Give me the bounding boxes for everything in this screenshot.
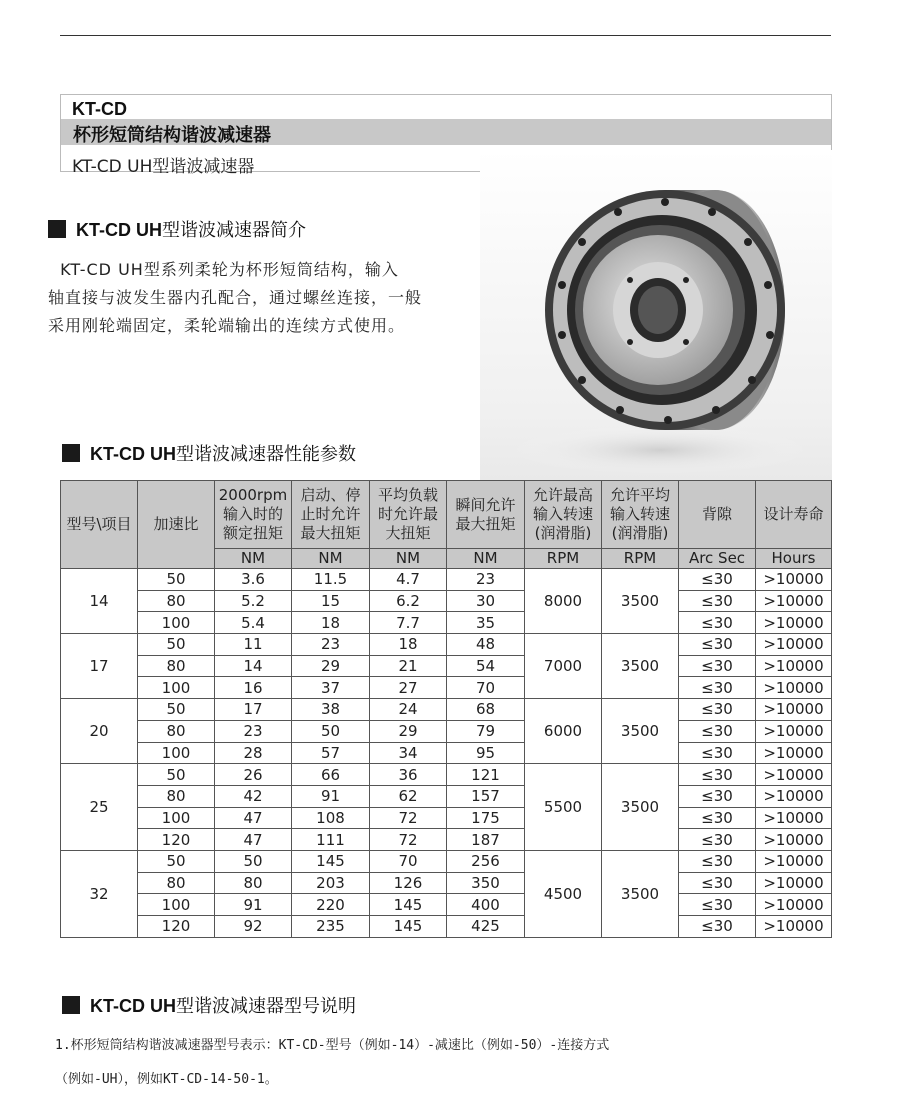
- design-life-cell: >10000: [756, 699, 832, 721]
- table-header-line: 2000rpm: [218, 486, 288, 504]
- table-header-cell: [138, 481, 215, 569]
- momentary-torque-cell: 23: [447, 569, 525, 591]
- momentary-torque-cell: 79: [447, 720, 525, 742]
- model-cell: 17: [61, 634, 138, 699]
- table-header-cell: [756, 481, 832, 549]
- table-row: [61, 742, 832, 764]
- momentary-torque-cell: 187: [447, 829, 525, 851]
- momentary-torque-cell: 35: [447, 612, 525, 634]
- rated-torque-cell: 50: [215, 850, 292, 872]
- backlash-cell: ≤30: [679, 807, 756, 829]
- table-header-line: (润滑脂): [534, 524, 592, 542]
- start-stop-torque-cell: 38: [292, 699, 370, 721]
- intro-line: 采用刚轮端固定，柔轮端输出的连续方式使用。: [48, 316, 406, 335]
- table-header-line: 允许最高: [532, 486, 593, 504]
- table-header-cell: [215, 481, 292, 549]
- average-load-torque-cell: 29: [370, 720, 447, 742]
- ratio-cell: 80: [138, 590, 215, 612]
- intro-heading-code: KT-CD UH: [76, 220, 162, 240]
- max-input-speed-cell: 5500: [525, 764, 602, 851]
- model-cell: 14: [61, 569, 138, 634]
- table-header-line: 最大扭矩: [300, 524, 361, 542]
- momentary-torque-cell: 30: [447, 590, 525, 612]
- model-cell: 32: [61, 850, 138, 937]
- header-subtitle: KT-CD UH型谐波减速器: [72, 157, 255, 177]
- table-header-line: 平均负载: [377, 486, 438, 504]
- table-row: [61, 872, 832, 894]
- backlash-cell: ≤30: [679, 764, 756, 786]
- backlash-cell: ≤30: [679, 720, 756, 742]
- table-header-cell: [602, 481, 679, 549]
- design-life-cell: >10000: [756, 807, 832, 829]
- performance-table: [60, 480, 832, 938]
- start-stop-torque-cell: 66: [292, 764, 370, 786]
- header-band-title: 杯形短筒结构谐波减速器: [73, 125, 271, 146]
- backlash-cell: ≤30: [679, 829, 756, 851]
- table-header-line: 输入转速: [609, 505, 670, 523]
- intro-text: [48, 256, 473, 340]
- momentary-torque-cell: 157: [447, 785, 525, 807]
- ratio-cell: 80: [138, 785, 215, 807]
- average-load-torque-cell: 72: [370, 829, 447, 851]
- design-life-cell: >10000: [756, 785, 832, 807]
- model-code-line-2: （例如-UH），例如KT-CD-14-50-1。: [55, 1072, 278, 1087]
- rated-torque-cell: 17: [215, 699, 292, 721]
- start-stop-torque-cell: 145: [292, 850, 370, 872]
- ratio-cell: 50: [138, 764, 215, 786]
- table-header-line: (润滑脂): [611, 524, 669, 542]
- design-life-cell: >10000: [756, 655, 832, 677]
- table-header-line: 额定扭矩: [222, 524, 283, 542]
- start-stop-torque-cell: 18: [292, 612, 370, 634]
- table-row: [61, 590, 832, 612]
- product-photo: [480, 150, 832, 480]
- design-life-cell: >10000: [756, 590, 832, 612]
- section-square-icon: [62, 996, 80, 1014]
- rated-torque-cell: 23: [215, 720, 292, 742]
- ratio-cell: 80: [138, 872, 215, 894]
- table-header-cell: [679, 481, 756, 549]
- start-stop-torque-cell: 91: [292, 785, 370, 807]
- table-header-line: 设计寿命: [763, 505, 824, 523]
- backlash-cell: ≤30: [679, 916, 756, 938]
- rated-torque-cell: 42: [215, 785, 292, 807]
- ratio-cell: 50: [138, 569, 215, 591]
- backlash-cell: ≤30: [679, 872, 756, 894]
- momentary-torque-cell: 425: [447, 916, 525, 938]
- rated-torque-cell: 47: [215, 807, 292, 829]
- backlash-cell: ≤30: [679, 590, 756, 612]
- table-unit-cell: NM: [370, 549, 447, 569]
- ratio-cell: 100: [138, 677, 215, 699]
- ratio-cell: 120: [138, 829, 215, 851]
- backlash-cell: ≤30: [679, 677, 756, 699]
- design-life-cell: >10000: [756, 569, 832, 591]
- avg-input-speed-cell: 3500: [602, 569, 679, 634]
- average-load-torque-cell: 34: [370, 742, 447, 764]
- ratio-cell: 120: [138, 916, 215, 938]
- average-load-torque-cell: 126: [370, 872, 447, 894]
- rated-torque-cell: 80: [215, 872, 292, 894]
- rated-torque-cell: 14: [215, 655, 292, 677]
- start-stop-torque-cell: 23: [292, 634, 370, 656]
- rated-torque-cell: 11: [215, 634, 292, 656]
- model-cell: 20: [61, 699, 138, 764]
- table-row: [61, 850, 832, 872]
- average-load-torque-cell: 18: [370, 634, 447, 656]
- table-header-cell: [447, 481, 525, 549]
- table-unit-cell: NM: [447, 549, 525, 569]
- ratio-cell: 100: [138, 742, 215, 764]
- momentary-torque-cell: 350: [447, 872, 525, 894]
- start-stop-torque-cell: 11.5: [292, 569, 370, 591]
- avg-input-speed-cell: 3500: [602, 850, 679, 937]
- harmonic-reducer-photo-icon: [480, 150, 832, 480]
- ratio-cell: 100: [138, 894, 215, 916]
- table-row: [61, 569, 832, 591]
- momentary-torque-cell: 70: [447, 677, 525, 699]
- design-life-cell: >10000: [756, 634, 832, 656]
- table-header-cell: [292, 481, 370, 549]
- rated-torque-cell: 47: [215, 829, 292, 851]
- design-life-cell: >10000: [756, 829, 832, 851]
- table-row: [61, 807, 832, 829]
- rated-torque-cell: 3.6: [215, 569, 292, 591]
- rated-torque-cell: 26: [215, 764, 292, 786]
- momentary-torque-cell: 175: [447, 807, 525, 829]
- avg-input-speed-cell: 3500: [602, 764, 679, 851]
- table-header-line: 时允许最: [377, 505, 438, 523]
- backlash-cell: ≤30: [679, 894, 756, 916]
- table-unit-cell: NM: [215, 549, 292, 569]
- design-life-cell: >10000: [756, 612, 832, 634]
- average-load-torque-cell: 24: [370, 699, 447, 721]
- table-header-cell: [370, 481, 447, 549]
- ratio-cell: 80: [138, 720, 215, 742]
- model-code-heading-text: 型谐波减速器型号说明: [176, 996, 356, 1017]
- average-load-torque-cell: 6.2: [370, 590, 447, 612]
- table-unit-cell: RPM: [525, 549, 602, 569]
- average-load-torque-cell: 27: [370, 677, 447, 699]
- momentary-torque-cell: 256: [447, 850, 525, 872]
- table-row: [61, 916, 832, 938]
- average-load-torque-cell: 62: [370, 785, 447, 807]
- max-input-speed-cell: 4500: [525, 850, 602, 937]
- momentary-torque-cell: 54: [447, 655, 525, 677]
- table-unit-cell: NM: [292, 549, 370, 569]
- ratio-cell: 80: [138, 655, 215, 677]
- design-life-cell: >10000: [756, 916, 832, 938]
- avg-input-speed-cell: 3500: [602, 634, 679, 699]
- start-stop-torque-cell: 220: [292, 894, 370, 916]
- table-row: [61, 785, 832, 807]
- table-header-line: 背隙: [701, 505, 732, 523]
- backlash-cell: ≤30: [679, 569, 756, 591]
- avg-input-speed-cell: 3500: [602, 699, 679, 764]
- start-stop-torque-cell: 108: [292, 807, 370, 829]
- average-load-torque-cell: 145: [370, 916, 447, 938]
- table-unit-cell: RPM: [602, 549, 679, 569]
- rated-torque-cell: 92: [215, 916, 292, 938]
- design-life-cell: >10000: [756, 720, 832, 742]
- table-row: [61, 634, 832, 656]
- max-input-speed-cell: 8000: [525, 569, 602, 634]
- section-square-icon: [62, 444, 80, 462]
- design-life-cell: >10000: [756, 764, 832, 786]
- start-stop-torque-cell: 235: [292, 916, 370, 938]
- table-unit-cell: Arc Sec: [679, 549, 756, 569]
- ratio-cell: 50: [138, 634, 215, 656]
- header-code: KT-CD: [72, 99, 127, 119]
- performance-heading-code: KT-CD UH: [90, 444, 176, 464]
- design-life-cell: >10000: [756, 872, 832, 894]
- table-header-line: 瞬间允许: [455, 495, 516, 514]
- backlash-cell: ≤30: [679, 612, 756, 634]
- momentary-torque-cell: 95: [447, 742, 525, 764]
- intro-line: KT-CD UH型系列柔轮为杯形短筒结构，输入: [48, 260, 399, 279]
- table-row: [61, 655, 832, 677]
- table-row: [61, 699, 832, 721]
- backlash-cell: ≤30: [679, 850, 756, 872]
- table-header-line: 止时允许: [300, 505, 361, 523]
- backlash-cell: ≤30: [679, 655, 756, 677]
- start-stop-torque-cell: 29: [292, 655, 370, 677]
- performance-heading-text: 型谐波减速器性能参数: [176, 444, 356, 465]
- average-load-torque-cell: 36: [370, 764, 447, 786]
- table-header-line: 允许平均: [609, 486, 670, 504]
- table-unit-cell: Hours: [756, 549, 832, 569]
- intro-heading: [48, 216, 306, 242]
- table-header-line: 加速比: [153, 515, 199, 533]
- design-life-cell: >10000: [756, 742, 832, 764]
- section-square-icon: [48, 220, 66, 238]
- intro-heading-text: 型谐波减速器简介: [162, 220, 306, 241]
- table-row: [61, 829, 832, 851]
- max-input-speed-cell: 7000: [525, 634, 602, 699]
- model-cell: 25: [61, 764, 138, 851]
- backlash-cell: ≤30: [679, 634, 756, 656]
- model-code-heading-code: KT-CD UH: [90, 996, 176, 1016]
- table-row: [61, 677, 832, 699]
- average-load-torque-cell: 4.7: [370, 569, 447, 591]
- momentary-torque-cell: 121: [447, 764, 525, 786]
- backlash-cell: ≤30: [679, 785, 756, 807]
- rated-torque-cell: 5.4: [215, 612, 292, 634]
- start-stop-torque-cell: 111: [292, 829, 370, 851]
- ratio-cell: 50: [138, 699, 215, 721]
- table-header-line: 输入时的: [222, 505, 283, 523]
- rated-torque-cell: 5.2: [215, 590, 292, 612]
- intro-line: 轴直接与波发生器内孔配合，通过螺丝连接，一般: [48, 288, 423, 307]
- top-rule: [60, 35, 831, 36]
- start-stop-torque-cell: 15: [292, 590, 370, 612]
- design-life-cell: >10000: [756, 677, 832, 699]
- table-header-line: 最大扭矩: [455, 514, 516, 533]
- momentary-torque-cell: 68: [447, 699, 525, 721]
- max-input-speed-cell: 6000: [525, 699, 602, 764]
- ratio-cell: 50: [138, 850, 215, 872]
- average-load-torque-cell: 21: [370, 655, 447, 677]
- table-header-line: 大扭矩: [385, 524, 431, 542]
- start-stop-torque-cell: 57: [292, 742, 370, 764]
- average-load-torque-cell: 7.7: [370, 612, 447, 634]
- rated-torque-cell: 16: [215, 677, 292, 699]
- backlash-cell: ≤30: [679, 742, 756, 764]
- ratio-cell: 100: [138, 612, 215, 634]
- model-code-line-1: 1.杯形短筒结构谐波减速器型号表示：KT-CD-型号（例如-14）-减速比（例如-50）-连接方式: [55, 1038, 610, 1053]
- average-load-torque-cell: 70: [370, 850, 447, 872]
- table-row: [61, 612, 832, 634]
- design-life-cell: >10000: [756, 894, 832, 916]
- start-stop-torque-cell: 50: [292, 720, 370, 742]
- start-stop-torque-cell: 203: [292, 872, 370, 894]
- table-header-line: 输入转速: [532, 505, 593, 523]
- backlash-cell: ≤30: [679, 699, 756, 721]
- header-band: [61, 119, 831, 145]
- table-row: [61, 894, 832, 916]
- momentary-torque-cell: 400: [447, 894, 525, 916]
- start-stop-torque-cell: 37: [292, 677, 370, 699]
- rated-torque-cell: 91: [215, 894, 292, 916]
- average-load-torque-cell: 72: [370, 807, 447, 829]
- design-life-cell: >10000: [756, 850, 832, 872]
- table-header-cell: [525, 481, 602, 549]
- model-code-heading: [62, 992, 356, 1018]
- ratio-cell: 100: [138, 807, 215, 829]
- table-header-line: 启动、停: [300, 486, 361, 504]
- rated-torque-cell: 28: [215, 742, 292, 764]
- momentary-torque-cell: 48: [447, 634, 525, 656]
- table-row: [61, 764, 832, 786]
- average-load-torque-cell: 145: [370, 894, 447, 916]
- performance-heading: [62, 440, 356, 466]
- table-row: [61, 720, 832, 742]
- table-header-line: 型号\项目: [66, 515, 132, 533]
- table-header-cell: [61, 481, 138, 569]
